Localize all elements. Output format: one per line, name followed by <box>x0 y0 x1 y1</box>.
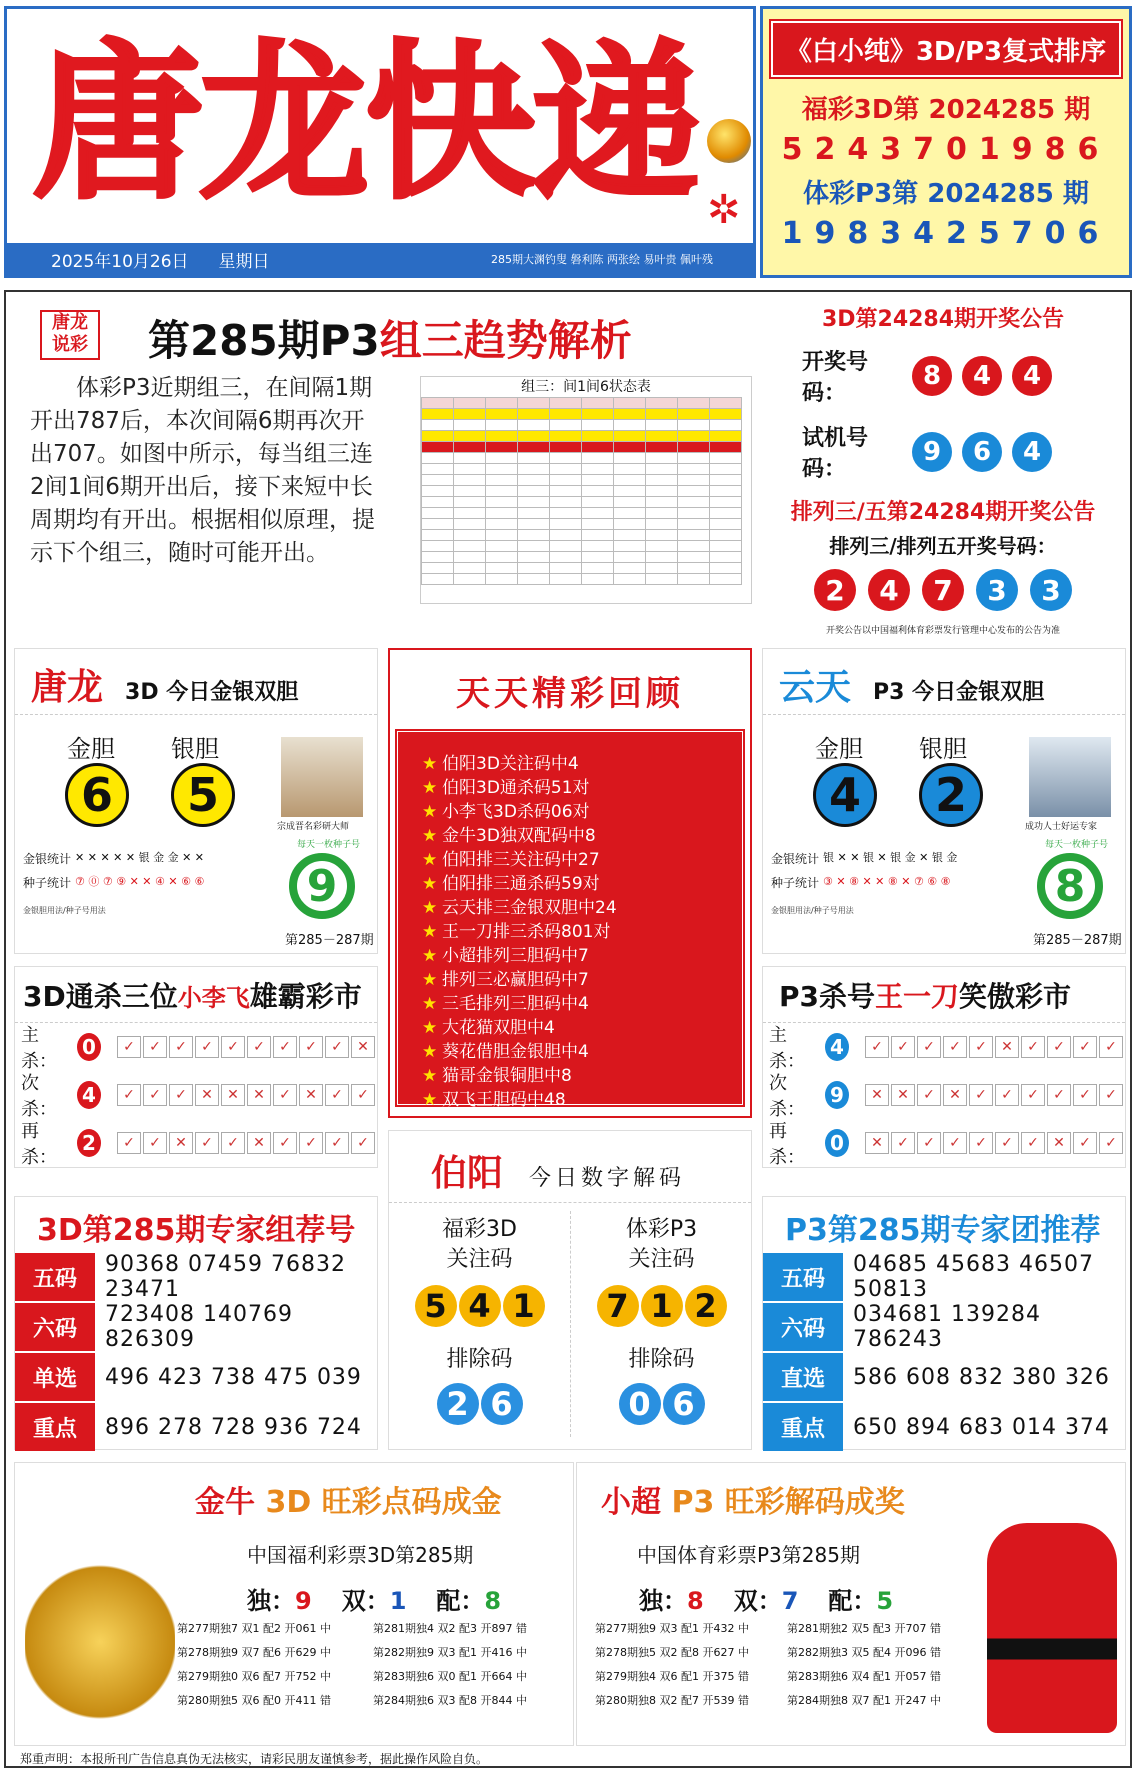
kill-label: 再杀： <box>769 1121 805 1168</box>
issue-date: 2025年10月26日 <box>51 251 189 272</box>
fc3d-period: 福彩3D第 2024285 期 <box>801 95 1091 125</box>
announce3d-title: 3D第24284期开奖公告 <box>821 307 1065 332</box>
kill-mark: ✓ <box>299 1132 323 1154</box>
silver-ball: 5 <box>171 763 235 827</box>
review-item: ★ 伯阳排三关注码中27 <box>422 848 742 872</box>
xiaochao-panel <box>576 1462 1126 1746</box>
gold-ball: 6 <box>65 763 129 827</box>
kill-mark: ✓ <box>117 1084 141 1106</box>
kill-row <box>763 1023 1125 1071</box>
p3-ball: 4 <box>868 569 910 611</box>
tanglong-brand: 唐龙 <box>31 667 104 708</box>
lottery-star-icon: ✲ <box>707 187 741 233</box>
xiaochao-title-a: 小超 <box>601 1485 661 1520</box>
rec-label: 重点 <box>763 1403 843 1451</box>
kill-mark: ✓ <box>1073 1036 1097 1058</box>
exclude-ball: 6 <box>481 1383 523 1425</box>
boyang-brand: 伯阳 <box>431 1153 504 1194</box>
history-entry: 第283期独6 双4 配1 开057 错 <box>787 1670 941 1683</box>
history-entry: 第284期独6 双3 配8 开844 中 <box>373 1694 527 1707</box>
gold-label: 金胆 <box>815 735 863 763</box>
masthead-bar <box>7 243 753 275</box>
announcep3-title: 排列三/五第24284期开奖公告 <box>790 500 1096 525</box>
kill-mark: ✕ <box>891 1084 915 1106</box>
du-label: 独： <box>247 1587 295 1615</box>
rec-value: 90368 07459 76832 23471 <box>105 1252 346 1302</box>
analysis-body: 体彩P3近期组三，在间隔1期开出787后，本次间隔6期再次开出707。如图中所示，每当组三连2间1间6期开出后，接下来短中长周期均有开出。根据相似原理，提示下个组三，随时可能开出。 <box>30 375 375 566</box>
kill-mark: ✓ <box>891 1132 915 1154</box>
kill3d-title-b: 小李飞 <box>177 984 250 1012</box>
killp3-title <box>763 967 1125 1023</box>
killp3-title-c: 笑傲彩市 <box>959 980 1072 1013</box>
history-entry: 第279期独4 双6 配1 开375 错 <box>595 1670 749 1683</box>
tanglong-panel <box>14 648 378 954</box>
jinniu-history <box>177 1619 569 1711</box>
seed-row: 种子统计 ⑦ ⓪ ⑦ ⑨ ✕ ✕ ④ ✕ ⑥ ⑥ <box>23 875 205 890</box>
draw-ball: 4 <box>1012 356 1052 396</box>
review-item: ★ 葵花借胆金银胆中4 <box>422 1040 742 1064</box>
analysis-title-black: 第285期P3 <box>148 316 380 365</box>
review-item: ★ 王一刀排三杀码801对 <box>422 920 742 944</box>
rec-value: 034681 139284 786243 <box>853 1302 1041 1352</box>
superhero-icon <box>987 1523 1117 1733</box>
history-entry: 第279期独0 双6 配7 开752 中 <box>177 1670 331 1683</box>
tanglong-title: 3D 今日金银双胆 <box>125 680 299 705</box>
tanglong-period: 第285－287期 <box>285 933 374 948</box>
rec-value: 896 278 728 936 724 <box>105 1414 362 1440</box>
shuang-value: 7 <box>781 1587 799 1615</box>
kill-row <box>15 1023 377 1071</box>
kill-label: 再杀： <box>21 1121 57 1168</box>
kill-mark: ✓ <box>143 1084 167 1106</box>
kill-mark: ✓ <box>969 1084 993 1106</box>
kill-mark: ✓ <box>221 1036 245 1058</box>
photo-caption: 成功人士好运专家 <box>1025 822 1098 832</box>
right-label-b: 关注码 <box>628 1247 695 1272</box>
kill-number: 0 <box>77 1033 101 1061</box>
draw-label: 开奖号码： <box>802 350 869 406</box>
kill-mark: ✓ <box>1047 1036 1071 1058</box>
rec3d-table <box>15 1253 377 1451</box>
kill-mark: ✓ <box>1073 1132 1097 1154</box>
issue-weekday: 星期日 <box>218 251 270 272</box>
rec-label: 五码 <box>763 1253 843 1301</box>
announce-note: 开奖公告以中国福利体育彩票发行管理中心发布的公告为准 <box>825 626 1060 636</box>
p3-ball: 2 <box>814 569 856 611</box>
kill-mark: ✓ <box>969 1132 993 1154</box>
kill3d-title <box>15 967 377 1023</box>
review-item: ★ 伯阳3D通杀码51对 <box>422 776 742 800</box>
kill-number: 4 <box>77 1081 101 1109</box>
compound-sort-heading: 《白小纯》3D/P3复式排序 <box>771 21 1121 77</box>
exclude-label: 排除码 <box>628 1347 695 1372</box>
seed-ball: 9 <box>289 853 355 919</box>
silver-ball: 2 <box>919 763 983 827</box>
disclaimer: 郑重声明：本报所刊广告信息真伪无法核实，请彩民朋友谨慎参考，据此操作风险自负。 <box>20 1752 489 1766</box>
kill-mark: ✓ <box>273 1132 297 1154</box>
yuntian-title: P3 今日金银双胆 <box>873 680 1045 705</box>
jinniu-sub: 中国福利彩票3D第285期 <box>247 1543 474 1567</box>
kill-mark: ✓ <box>1099 1036 1123 1058</box>
kill-mark: ✓ <box>195 1036 219 1058</box>
review-item: ★ 小超排列三胆码中7 <box>422 944 742 968</box>
kill-number: 4 <box>825 1033 849 1061</box>
test-label: 试机号码： <box>802 426 869 482</box>
focus-ball: 1 <box>641 1285 683 1327</box>
review-item: ★ 伯阳排三通杀码59对 <box>422 872 742 896</box>
kill3d-rows <box>15 1023 377 1167</box>
photo-caption: 宗成晋名彩研大师 <box>277 822 350 832</box>
history-entry: 第281期独4 双2 配3 开897 错 <box>373 1622 527 1635</box>
kill-mark: ✓ <box>143 1036 167 1058</box>
kill-row <box>15 1071 377 1119</box>
announce-panel <box>760 302 1126 636</box>
review-item: ★ 双飞王胆码中48 <box>422 1088 742 1112</box>
tanglong-seal-icon: 唐龙 说彩 <box>40 310 100 360</box>
kill-marks <box>865 1036 1125 1058</box>
history-entry: 第278期独5 双2 配8 开627 中 <box>595 1646 749 1659</box>
kill-mark: ✕ <box>247 1084 271 1106</box>
kill-mark: ✓ <box>943 1036 967 1058</box>
du-value: 8 <box>687 1587 704 1615</box>
kill-mark: ✕ <box>299 1084 323 1106</box>
rec-label: 五码 <box>15 1253 95 1301</box>
kill-mark: ✓ <box>1021 1036 1045 1058</box>
history-entry: 第284期独8 双7 配1 开247 中 <box>787 1694 941 1707</box>
analysis-title <box>148 308 632 368</box>
exclude-ball: 2 <box>437 1383 479 1425</box>
stat-row: 金银统计 银 ✕ ✕ 银 ✕ 银 金 ✕ 银 金 <box>771 851 958 866</box>
rec-value: 650 894 683 014 374 <box>853 1414 1110 1440</box>
boyang-panel <box>388 1130 752 1450</box>
masthead <box>4 6 756 278</box>
focus-ball: 7 <box>597 1285 639 1327</box>
expert-photo <box>1029 737 1111 817</box>
rec-label: 单选 <box>15 1353 95 1401</box>
kill-mark: ✓ <box>995 1084 1019 1106</box>
seed-caption: 每天一枚种子号 <box>1045 840 1109 850</box>
focus-ball: 1 <box>503 1285 545 1327</box>
kill-number: 9 <box>825 1081 849 1109</box>
rec-label: 六码 <box>763 1303 843 1351</box>
kill-mark: ✕ <box>221 1084 245 1106</box>
pei-label: 配： <box>828 1587 877 1615</box>
history-entry: 第277期独7 双1 配2 开061 中 <box>177 1622 331 1635</box>
kill-mark: ✓ <box>1021 1084 1045 1106</box>
pei-value: 8 <box>484 1587 502 1615</box>
test-ball: 4 <box>1012 432 1052 472</box>
kill-mark: ✓ <box>943 1132 967 1154</box>
boyang-left <box>389 1215 570 1425</box>
kill-row <box>763 1071 1125 1119</box>
pei-value: 5 <box>876 1587 894 1615</box>
du-label: 独： <box>639 1587 687 1615</box>
killp3-rows <box>763 1023 1125 1167</box>
yuntian-brand: 云天 <box>779 667 852 708</box>
kill-row <box>15 1119 377 1167</box>
review-item: ★ 伯阳3D关注码中4 <box>422 752 742 776</box>
yuntian-usage: 金银胆用法/种子号用法 <box>771 906 854 915</box>
seed-row: 种子统计 ③ ✕ ⑧ ✕ ✕ ⑧ ✕ ⑦ ⑥ ⑧ <box>771 875 951 890</box>
xiaochao-sub: 中国体育彩票P3第285期 <box>637 1543 860 1567</box>
kill-mark: ✓ <box>917 1036 941 1058</box>
compound-sort-panel <box>760 6 1132 278</box>
announcep3-sub: 排列三/排列五开奖号码： <box>829 534 1057 558</box>
seed-label: 种子统计 <box>771 875 820 890</box>
test-ball: 9 <box>912 432 952 472</box>
history-entry: 第280期独5 双6 配0 开411 错 <box>177 1694 331 1707</box>
kill-mark: ✓ <box>247 1036 271 1058</box>
trend-table-title: 组三：间1间6状态表 <box>521 379 651 395</box>
kill-mark: ✕ <box>351 1036 375 1058</box>
jinniu-panel <box>14 1462 574 1746</box>
kill-mark: ✓ <box>351 1132 375 1154</box>
kill-number: 0 <box>825 1129 849 1157</box>
kill-marks <box>865 1084 1125 1106</box>
kill-mark: ✓ <box>1099 1084 1123 1106</box>
recp3-table <box>763 1253 1125 1451</box>
kill-number: 2 <box>77 1129 101 1157</box>
shuang-value: 1 <box>389 1587 407 1615</box>
focus-ball: 5 <box>415 1285 457 1327</box>
review-item: ★ 排列三必赢胆码中7 <box>422 968 742 992</box>
kill-mark: ✓ <box>1099 1132 1123 1154</box>
review-item: ★ 金牛3D独双配码中8 <box>422 824 742 848</box>
p5-ball: 3 <box>1030 569 1072 611</box>
review-item: ★ 三毛排列三胆码中4 <box>422 992 742 1016</box>
kill-mark: ✓ <box>117 1132 141 1154</box>
shuang-label: 双： <box>341 1587 390 1615</box>
boyang-title: 今日数字解码 <box>529 1166 686 1191</box>
recp3-title: P3第285期专家团推荐 <box>785 1213 1101 1248</box>
yuntian-panel <box>762 648 1126 954</box>
seed-ball: 8 <box>1037 853 1103 919</box>
kill-mark: ✓ <box>143 1132 167 1154</box>
kill-row <box>763 1119 1125 1167</box>
boyang-right <box>571 1215 752 1425</box>
rec-label: 重点 <box>15 1403 95 1451</box>
kill-label: 主杀： <box>769 1025 805 1072</box>
tcp3-numbers: 1983425706 <box>781 216 1111 251</box>
kill-mark: ✓ <box>325 1084 349 1106</box>
rec-value: 723408 140769 826309 <box>105 1302 293 1352</box>
kill-mark: ✓ <box>169 1036 193 1058</box>
history-entry: 第282期独3 双5 配4 开096 错 <box>787 1646 941 1659</box>
exclude-ball: 6 <box>663 1383 705 1425</box>
kill-mark: ✓ <box>351 1084 375 1106</box>
kill-mark: ✓ <box>117 1036 141 1058</box>
masthead-title: 唐龙快递 <box>33 25 698 223</box>
gold-ball: 4 <box>813 763 877 827</box>
seed-caption: 每天一枚种子号 <box>297 840 361 850</box>
kill-mark: ✓ <box>1047 1084 1071 1106</box>
kill-mark: ✓ <box>995 1132 1019 1154</box>
kill-mark: ✕ <box>195 1084 219 1106</box>
kill-mark: ✕ <box>865 1132 889 1154</box>
kill-mark: ✕ <box>169 1132 193 1154</box>
expert-photo <box>281 737 363 817</box>
xiaochao-picks <box>639 1581 893 1616</box>
xiaochao-history <box>595 1619 979 1711</box>
kill-mark: ✓ <box>169 1084 193 1106</box>
3d-ball-icon <box>707 119 751 163</box>
kill-mark: ✓ <box>1073 1084 1097 1106</box>
right-label-a: 体彩P3 <box>625 1217 698 1242</box>
tcp3-period: 体彩P3第 2024285 期 <box>803 179 1089 209</box>
review-item: ★ 小李飞3D杀码06对 <box>422 800 742 824</box>
killp3-title-b: 王一刀 <box>875 980 960 1013</box>
trend-table <box>420 376 752 604</box>
history-entry: 第283期独6 双0 配1 开664 中 <box>373 1670 527 1683</box>
kill-mark: ✓ <box>273 1084 297 1106</box>
kill-mark: ✕ <box>247 1132 271 1154</box>
shuang-label: 双： <box>733 1587 782 1615</box>
silver-label: 银胆 <box>919 735 967 763</box>
review-item: ★ 云天排三金银双胆中24 <box>422 896 742 920</box>
jinniu-title-a: 金牛 <box>195 1485 255 1520</box>
exclude-ball: 0 <box>619 1383 661 1425</box>
kill-mark: ✓ <box>917 1132 941 1154</box>
p5-ball: 3 <box>976 569 1018 611</box>
review-list <box>394 728 746 1108</box>
killp3-panel <box>762 966 1126 1168</box>
killp3-title-a: P3杀号 <box>779 980 876 1013</box>
rec-label: 直选 <box>763 1353 843 1401</box>
trend-grid <box>421 397 751 585</box>
fc3d-numbers: 5243701986 <box>781 132 1111 167</box>
kill-label: 主杀： <box>21 1025 57 1072</box>
history-entry: 第277期独9 双3 配1 开432 中 <box>595 1622 749 1635</box>
rec3d-panel <box>14 1196 378 1450</box>
draw-ball: 8 <box>912 356 952 396</box>
kill-marks <box>117 1132 377 1154</box>
rec-value: 04685 45683 46507 50813 <box>853 1252 1094 1302</box>
left-label-b: 关注码 <box>446 1247 513 1272</box>
exclude-label: 排除码 <box>446 1347 513 1372</box>
jinniu-title <box>195 1477 502 1521</box>
kill-mark: ✕ <box>865 1084 889 1106</box>
recp3-panel <box>762 1196 1126 1450</box>
kill-mark: ✓ <box>221 1132 245 1154</box>
rec3d-title: 3D第285期专家组荐号 <box>37 1213 356 1248</box>
stat-label: 金银统计 <box>23 851 72 866</box>
rec-label: 六码 <box>15 1303 95 1351</box>
review-item: ★ 猫哥金银铜胆中8 <box>422 1064 742 1088</box>
kill-marks <box>117 1084 377 1106</box>
gold-label: 金胆 <box>67 735 115 763</box>
kill-mark: ✕ <box>1047 1132 1071 1154</box>
stat-label: 金银统计 <box>771 851 820 866</box>
pei-label: 配： <box>436 1587 485 1615</box>
rec-value: 586 608 832 380 326 <box>853 1364 1110 1390</box>
golden-ox-icon <box>25 1543 175 1723</box>
masthead-slogan: 285期大渊钓叟 磐利陈 两张绘 易叶贵 佩叶残 <box>491 253 713 266</box>
kill-mark: ✓ <box>325 1036 349 1058</box>
kill-marks <box>117 1036 377 1058</box>
xiaochao-title-b: P3 旺彩解码成奖 <box>671 1485 905 1520</box>
kill-label: 次杀： <box>769 1073 805 1120</box>
draw-ball: 4 <box>962 356 1002 396</box>
focus-ball: 2 <box>685 1285 727 1327</box>
focus-ball: 4 <box>459 1285 501 1327</box>
left-label-a: 福彩3D <box>442 1217 517 1242</box>
kill-mark: ✓ <box>969 1036 993 1058</box>
p3-ball: 7 <box>922 569 964 611</box>
review-panel <box>388 648 752 1118</box>
kill-marks <box>865 1132 1125 1154</box>
test-ball: 6 <box>962 432 1002 472</box>
kill3d-panel <box>14 966 378 1168</box>
kill-mark: ✓ <box>273 1036 297 1058</box>
kill-mark: ✓ <box>917 1084 941 1106</box>
stat-row: 金银统计 ✕ ✕ ✕ ✕ ✕ 银 金 金 ✕ ✕ <box>23 851 205 866</box>
review-title: 天天精彩回顾 <box>456 674 684 714</box>
kill-mark: ✓ <box>891 1036 915 1058</box>
jinniu-picks <box>247 1581 501 1616</box>
du-value: 9 <box>295 1587 312 1615</box>
history-entry: 第281期独2 双5 配3 开707 错 <box>787 1622 941 1635</box>
kill-mark: ✕ <box>995 1036 1019 1058</box>
review-item: ★ 大花猫双胆中4 <box>422 1016 742 1040</box>
kill-mark: ✓ <box>865 1036 889 1058</box>
kill-label: 次杀： <box>21 1073 57 1120</box>
xiaochao-title <box>601 1477 905 1521</box>
history-entry: 第282期独9 双3 配1 开416 中 <box>373 1646 527 1659</box>
tanglong-usage: 金银胆用法/种子号用法 <box>23 906 106 915</box>
analysis-title-red: 组三趋势解析 <box>379 316 632 365</box>
kill-mark: ✕ <box>943 1084 967 1106</box>
rec-value: 496 423 738 475 039 <box>105 1364 362 1390</box>
silver-label: 银胆 <box>171 735 219 763</box>
kill3d-title-a: 3D通杀三位 <box>23 980 178 1013</box>
kill3d-title-c: 雄霸彩市 <box>249 980 362 1013</box>
kill-mark: ✓ <box>299 1036 323 1058</box>
history-entry: 第280期独8 双2 配7 开539 错 <box>595 1694 749 1707</box>
history-entry: 第278期独9 双7 配6 开629 中 <box>177 1646 331 1659</box>
jinniu-title-b: 3D 旺彩点码成金 <box>265 1485 502 1520</box>
kill-mark: ✓ <box>1021 1132 1045 1154</box>
kill-mark: ✓ <box>325 1132 349 1154</box>
seed-label: 种子统计 <box>23 875 72 890</box>
yuntian-period: 第285－287期 <box>1033 933 1122 948</box>
kill-mark: ✓ <box>195 1132 219 1154</box>
